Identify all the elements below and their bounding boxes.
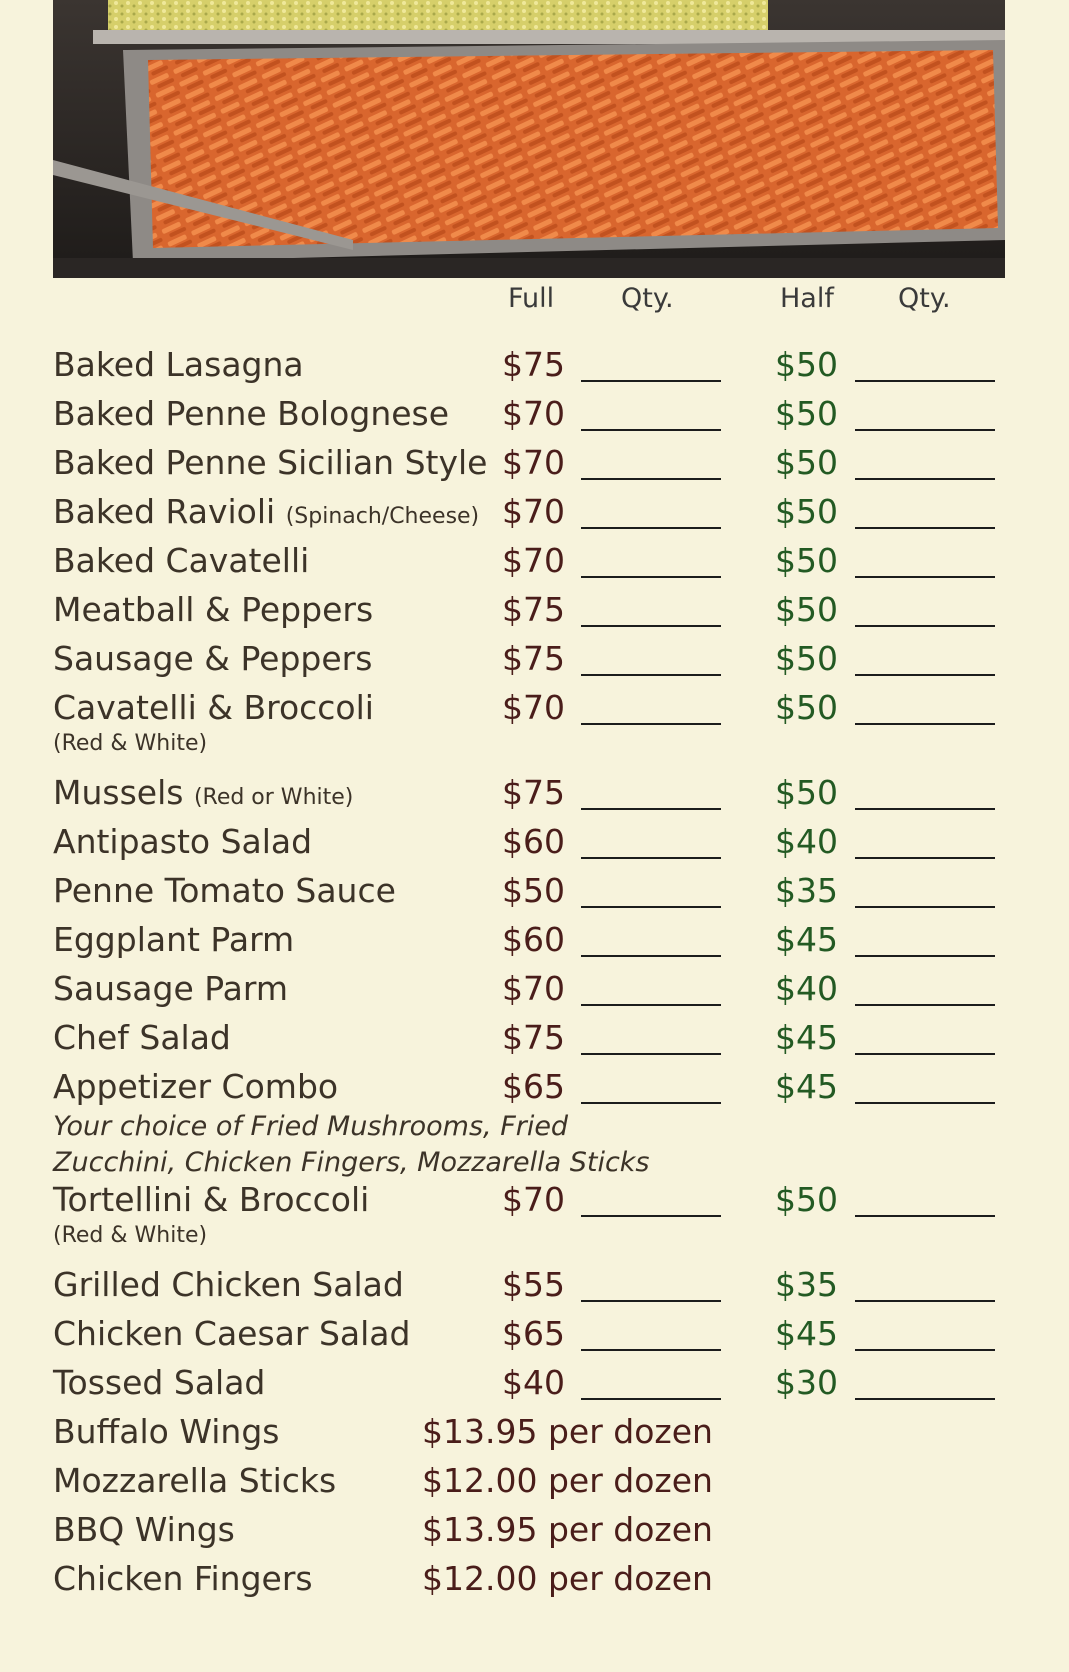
- menu-item-row: [53, 821, 1013, 870]
- dozen-price: $12.00 per dozen: [422, 1559, 713, 1598]
- menu-item-row: [53, 393, 1013, 442]
- half-price: $45: [775, 1314, 838, 1353]
- half-qty-line[interactable]: [855, 906, 995, 908]
- menu-item-row: [53, 540, 1013, 589]
- menu-item-row: [53, 1264, 1013, 1313]
- half-price: $50: [775, 1180, 838, 1219]
- half-qty-line[interactable]: [855, 1215, 995, 1217]
- item-name: Chef Salad: [53, 1018, 231, 1057]
- appetizer-combo-note: Your choice of Fried Mushrooms, Fried Zucchini, Chicken Fingers, Mozzarella Sticks: [53, 1111, 650, 1178]
- menu-item-row: [53, 442, 1013, 491]
- half-price: $45: [775, 1067, 838, 1106]
- full-qty-line[interactable]: [581, 857, 721, 859]
- half-price: $40: [775, 969, 838, 1008]
- full-price: $65: [502, 1314, 565, 1353]
- dozen-item-row: [53, 1558, 1013, 1607]
- full-qty-line[interactable]: [581, 1215, 721, 1217]
- full-price: $70: [502, 969, 565, 1008]
- full-price: $75: [502, 1018, 565, 1057]
- full-price: $70: [502, 541, 565, 580]
- half-price: $35: [775, 871, 838, 910]
- item-sub: (Red or White): [193, 785, 354, 810]
- dozen-item-row: [53, 1460, 1013, 1509]
- half-price: $50: [775, 345, 838, 384]
- half-qty-line[interactable]: [855, 1300, 995, 1302]
- item-name: Baked Penne Sicilian Style: [53, 443, 488, 482]
- item-name: Grilled Chicken Salad: [53, 1265, 404, 1304]
- full-price: $75: [502, 590, 565, 629]
- full-qty-line[interactable]: [581, 478, 721, 480]
- half-qty-line[interactable]: [855, 955, 995, 957]
- half-qty-line[interactable]: [855, 527, 995, 529]
- menu-item-row: [53, 919, 1013, 968]
- item-name: Baked Penne Bolognese: [53, 394, 450, 433]
- half-qty-line[interactable]: [855, 478, 995, 480]
- pasta-tray-image: [53, 0, 1005, 278]
- full-qty-line[interactable]: [581, 576, 721, 578]
- full-qty-line[interactable]: [581, 380, 721, 382]
- full-price: $70: [502, 394, 565, 433]
- menu-item-row: [53, 870, 1013, 919]
- half-price: $50: [775, 639, 838, 678]
- item-name: Sausage Parm: [53, 969, 289, 1008]
- full-qty-line[interactable]: [581, 527, 721, 529]
- full-price: $55: [502, 1265, 565, 1304]
- header-half-qty: Qty.: [898, 283, 951, 314]
- menu-list: [53, 344, 1013, 1607]
- full-price: $50: [502, 871, 565, 910]
- half-price: $50: [775, 394, 838, 433]
- menu-item-row: [53, 1313, 1013, 1362]
- item-name: Meatball & Peppers: [53, 590, 374, 629]
- half-price: $50: [775, 492, 838, 531]
- menu-item-row: [53, 1017, 1013, 1066]
- full-price: $75: [502, 639, 565, 678]
- half-qty-line[interactable]: [855, 808, 995, 810]
- full-qty-line[interactable]: [581, 906, 721, 908]
- full-price: $40: [502, 1363, 565, 1402]
- menu-item-row: [53, 344, 1013, 393]
- menu-item-row: [53, 1179, 1013, 1264]
- half-qty-line[interactable]: [855, 380, 995, 382]
- item-name: Tossed Salad: [53, 1363, 266, 1402]
- dozen-item-row: [53, 1509, 1013, 1558]
- half-qty-line[interactable]: [855, 1102, 995, 1104]
- item-name: Chicken Caesar Salad: [53, 1314, 411, 1353]
- item-name: Baked Ravioli (Spinach/Cheese): [53, 492, 480, 531]
- half-price: $50: [775, 443, 838, 482]
- full-qty-line[interactable]: [581, 1102, 721, 1104]
- item-name: Appetizer Combo: [53, 1067, 339, 1106]
- item-name: Mussels (Red or White): [53, 773, 354, 812]
- full-qty-line[interactable]: [581, 429, 721, 431]
- menu-item-row: [53, 687, 1013, 772]
- menu-item-row: [53, 491, 1013, 540]
- dozen-item-row: [53, 1411, 1013, 1460]
- item-name: Buffalo Wings: [53, 1412, 280, 1451]
- header-full: Full: [508, 283, 555, 314]
- half-price: $50: [775, 688, 838, 727]
- half-price: $40: [775, 822, 838, 861]
- header-full-qty: Qty.: [621, 283, 674, 314]
- half-price: $35: [775, 1265, 838, 1304]
- full-price: $70: [502, 492, 565, 531]
- full-qty-line[interactable]: [581, 625, 721, 627]
- full-qty-line[interactable]: [581, 1398, 721, 1400]
- half-qty-line[interactable]: [855, 1053, 995, 1055]
- item-name: Antipasto Salad: [53, 822, 313, 861]
- full-price: $70: [502, 688, 565, 727]
- menu-item-row: [53, 589, 1013, 638]
- item-name: Chicken Fingers: [53, 1559, 313, 1598]
- full-price: $65: [502, 1067, 565, 1106]
- half-qty-line[interactable]: [855, 1349, 995, 1351]
- half-qty-line[interactable]: [855, 1004, 995, 1006]
- full-qty-line[interactable]: [581, 1053, 721, 1055]
- half-price: $50: [775, 773, 838, 812]
- item-name: Penne Tomato Sauce: [53, 871, 396, 910]
- half-qty-line[interactable]: [855, 576, 995, 578]
- item-name: Baked Lasagna: [53, 345, 304, 384]
- menu-item-row: [53, 1362, 1013, 1411]
- dozen-price: $13.95 per dozen: [422, 1510, 713, 1549]
- dozen-price: $13.95 per dozen: [422, 1412, 713, 1451]
- half-qty-line[interactable]: [855, 674, 995, 676]
- item-name: Cavatelli & Broccoli: [53, 688, 374, 727]
- half-qty-line[interactable]: [855, 625, 995, 627]
- menu-item-row: [53, 1066, 1013, 1115]
- full-qty-line[interactable]: [581, 674, 721, 676]
- item-name: Tortellini & Broccoli: [53, 1180, 370, 1219]
- full-qty-line[interactable]: [581, 723, 721, 725]
- half-price: $30: [775, 1363, 838, 1402]
- item-name: Mozzarella Sticks: [53, 1461, 337, 1500]
- pasta-photo: [53, 0, 1005, 278]
- full-qty-line[interactable]: [581, 955, 721, 957]
- half-qty-line[interactable]: [855, 723, 995, 725]
- item-name: Eggplant Parm: [53, 920, 295, 959]
- half-price: $50: [775, 590, 838, 629]
- item-name: Sausage & Peppers: [53, 639, 373, 678]
- menu-item-row: [53, 772, 1013, 821]
- full-qty-line[interactable]: [581, 1349, 721, 1351]
- half-price: $45: [775, 1018, 838, 1057]
- full-price: $70: [502, 443, 565, 482]
- full-price: $60: [502, 920, 565, 959]
- header-half: Half: [780, 283, 834, 314]
- menu-item-row: [53, 968, 1013, 1017]
- half-qty-line[interactable]: [855, 857, 995, 859]
- dozen-price: $12.00 per dozen: [422, 1461, 713, 1500]
- item-sub: (Spinach/Cheese): [285, 504, 480, 529]
- menu-item-row: [53, 638, 1013, 687]
- full-price: $75: [502, 345, 565, 384]
- half-qty-line[interactable]: [855, 1398, 995, 1400]
- item-note: (Red & White): [53, 1223, 208, 1248]
- item-name: BBQ Wings: [53, 1510, 235, 1549]
- full-price: $60: [502, 822, 565, 861]
- half-price: $50: [775, 541, 838, 580]
- full-qty-line[interactable]: [581, 808, 721, 810]
- full-price: $75: [502, 773, 565, 812]
- full-price: $70: [502, 1180, 565, 1219]
- full-qty-line[interactable]: [581, 1004, 721, 1006]
- half-price: $45: [775, 920, 838, 959]
- full-qty-line[interactable]: [581, 1300, 721, 1302]
- item-note: (Red & White): [53, 731, 208, 756]
- item-name: Baked Cavatelli: [53, 541, 310, 580]
- half-qty-line[interactable]: [855, 429, 995, 431]
